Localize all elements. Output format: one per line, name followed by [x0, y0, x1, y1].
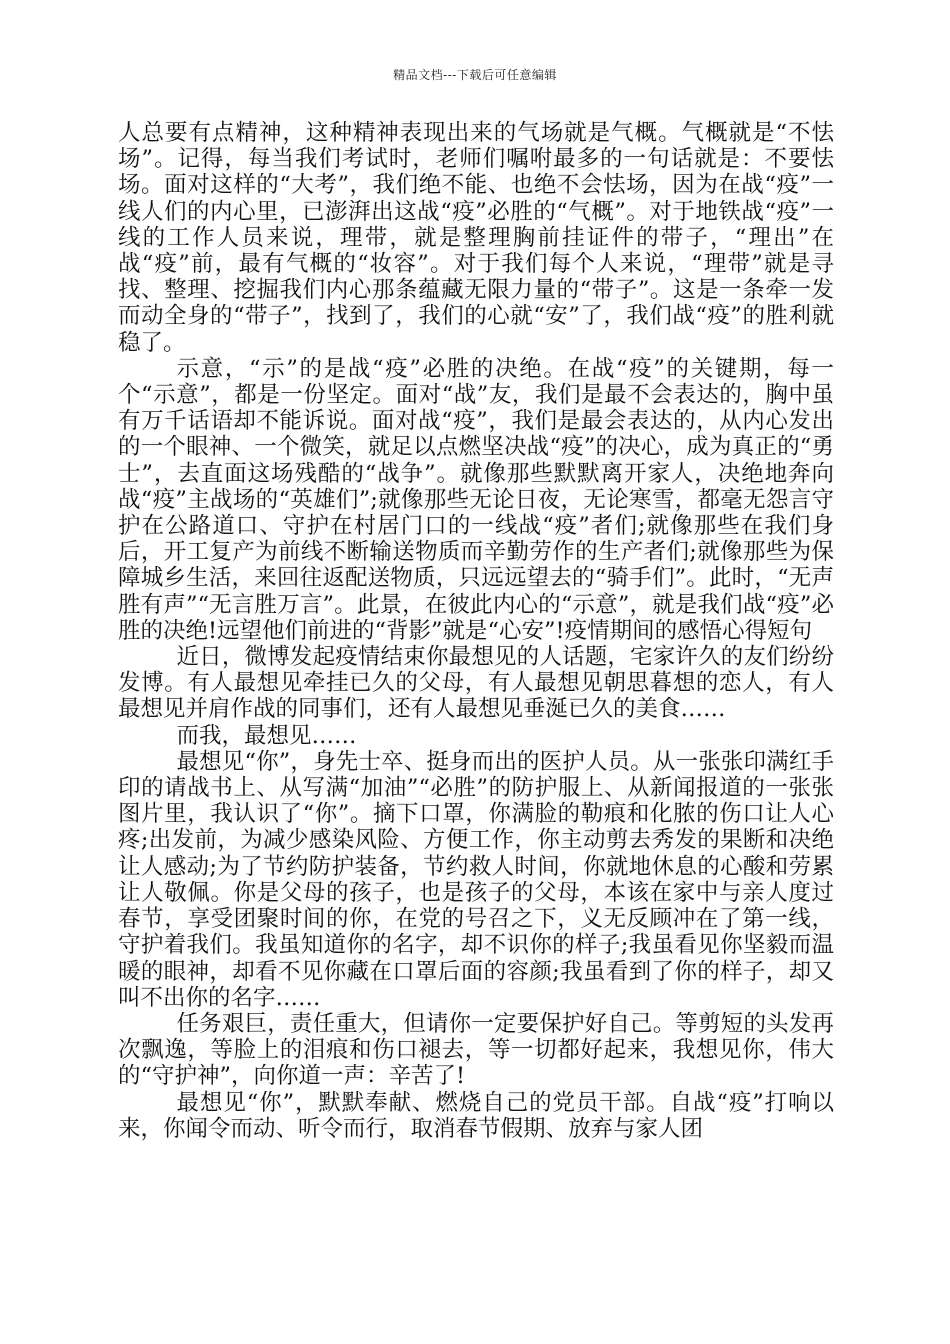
paragraph-2: 示意，“示”的是战“疫”必胜的决绝。在战“疫”的关键期，每一个“示意”，都是一份坚定。面对“战”友，我们是最不会表达的，胸中虽有万千话语却不能诉说。面对战“疫”，我们是最会表达的，从内心发出的一个眼神、一个微笑，就足以点燃坚决战“疫”的决心，成为真正的“勇士”，去直面这场残酷的“战争”。就像那些默默离开家人，决绝地奔向战“疫”主战场的“英雄们”;就像那些无论日夜，无论寒雪，都毫无怨言守护在公路道口、守护在村居门口的一线战“疫”者们;就像那些在我们身后，开工复产为前线不断输送物质而辛勤劳作的生产者们;就像那些为保障城乡生活，来回往返配送物质，只远远望去的“骑手们”。此时，“无声胜有声”“无言胜万言”。此景，在彼此内心的“示意”，就是我们战“疫”必胜的决绝!远望他们前进的“背影”就是“心安”!疫情期间的感悟心得短句 — [118, 355, 834, 644]
paragraph-1: 人总要有点精神，这种精神表现出来的气场就是气概。气概就是“不怯场”。记得，每当我们考试时，老师们嘱咐最多的一句话就是：不要怯场。面对这样的“大考”，我们绝不能、也绝不会怯场，因为在战“疫”一线人们的内心里，已澎湃出这战“疫”必胜的“气概”。对于地铁战“疫”一线的工作人员来说，理带，就是整理胸前挂证件的带子，“理出”在战“疫”前，最有气概的“妆容”。对于我们每个人来说，“理带”就是寻找、整理、挖掘我们内心那条蕴藏无限力量的“带子”。这是一条牵一发而动全身的“带子”，找到了，我们的心就“安”了，我们战“疫”的胜利就稳了。 — [118, 120, 834, 356]
paragraph-4: 而我，最想见…… — [176, 722, 357, 749]
paragraph-5: 最想见“你”，身先士卒、挺身而出的医护人员。从一张张印满红手印的请战书上、从写满“加油”“必胜”的防护服上、从新闻报道的一张张图片里，我认识了“你”。摘下口罩，你满脸的勒痕和化脓的伤口让人心疼;出发前，为减少感染风险、方便工作，你主动剪去秀发的果断和决绝让人感动;为了节约防护装备，节约救人时间，你就地休息的心酸和劳累让人敬佩。你是父母的孩子，也是孩子的父母，本该在家中与亲人度过春节，享受团聚时间的你，在党的号召之下，义无反顾冲在了第一线，守护着我们。我虽知道你的名字，却不识你的样子;我虽看见你坚毅而温暖的眼神，却看不见你藏在口罩后面的容颜;我虽看到了你的样子，却又叫不出你的名字…… — [118, 748, 834, 1011]
paragraph-7: 最想见“你”，默默奉献、燃烧自己的党员干部。自战“疫”打响以来，你闻令而动、听令而行，取消春节假期、放弃与家人团 — [118, 1089, 834, 1142]
paragraph-6: 任务艰巨，责任重大，但请你一定要保护好自己。等剪短的头发再次飘逸，等脸上的泪痕和伤口褪去，等一切都好起来，我想见你，伟大的“守护神”，向你道一声：辛苦了! — [118, 1010, 834, 1090]
page-header-watermark: 精品文档---下载后可任意编辑 — [393, 68, 557, 82]
document-body — [118, 120, 834, 1142]
paragraph-3: 近日，微博发起疫情结束你最想见的人话题，宅家许久的友们纷纷发博。有人最想见牵挂已久的父母，有人最想见朝思暮想的恋人，有人最想见并肩作战的同事们，还有人最想见垂涎已久的美食…… — [118, 644, 834, 723]
